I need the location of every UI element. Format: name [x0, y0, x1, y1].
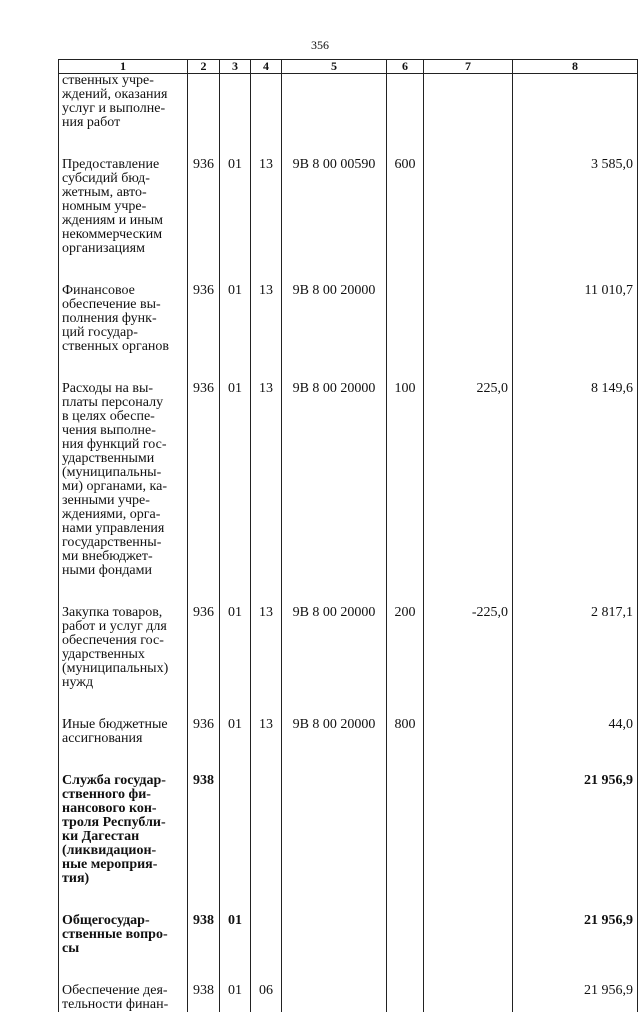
column-header-2: 2: [188, 60, 220, 74]
column-header-6: 6: [387, 60, 424, 74]
spacer-cell: [220, 578, 251, 606]
section-code: 01: [220, 158, 251, 256]
spacer-cell: [188, 746, 220, 774]
section-code: 01: [220, 382, 251, 578]
change-amount: [424, 158, 513, 256]
section-code: 01: [220, 914, 251, 956]
spacer-cell: [513, 956, 638, 984]
table-row: [59, 74, 638, 131]
spacer-cell: [251, 746, 282, 774]
spacer-cell: [59, 130, 188, 158]
change-amount: -225,0: [424, 606, 513, 690]
spacer-cell: [424, 354, 513, 382]
spacer-cell: [387, 886, 424, 914]
target-article: [282, 774, 387, 886]
target-article: [282, 74, 387, 131]
subsection-code: [251, 774, 282, 886]
row-name: Служба государ- ственного фи- нансового кон- троля Республи- ки Дагестан (ликвидацион- ные мероприя- тия): [59, 774, 188, 886]
table-row: [59, 984, 638, 1012]
row-spacer: [59, 886, 638, 914]
spacer-cell: [251, 130, 282, 158]
spacer-cell: [513, 746, 638, 774]
table-header: [59, 60, 638, 74]
total-amount: [513, 74, 638, 131]
page-number: 356: [0, 38, 640, 53]
spacer-cell: [188, 690, 220, 718]
spacer-cell: [424, 690, 513, 718]
ministry-code: [188, 74, 220, 131]
target-article: 9В 8 00 20000: [282, 718, 387, 746]
table-row: [59, 914, 638, 956]
section-code: 01: [220, 606, 251, 690]
row-spacer: [59, 578, 638, 606]
expense-type: [387, 774, 424, 886]
row-name: Предоставление субсидий бюд- жетным, авто- номным учре- ждениям и иным некоммерческим организациям: [59, 158, 188, 256]
subsection-code: 13: [251, 158, 282, 256]
table-body: [59, 74, 638, 1012]
table-row: [59, 158, 638, 256]
row-name: Обеспечение дея- тельности финан-: [59, 984, 188, 1012]
budget-table-wrap: [58, 59, 637, 905]
spacer-cell: [59, 256, 188, 284]
spacer-cell: [220, 354, 251, 382]
section-code: 01: [220, 984, 251, 1012]
column-header-3: 3: [220, 60, 251, 74]
target-article: 9В 8 00 20000: [282, 284, 387, 354]
expense-type: [387, 284, 424, 354]
row-name: Закупка товаров, работ и услуг для обеспечения гос- ударственных (муниципальных) нужд: [59, 606, 188, 690]
spacer-cell: [188, 578, 220, 606]
spacer-cell: [282, 130, 387, 158]
spacer-cell: [282, 956, 387, 984]
spacer-cell: [251, 354, 282, 382]
column-header-4: 4: [251, 60, 282, 74]
spacer-cell: [387, 690, 424, 718]
spacer-cell: [188, 130, 220, 158]
row-name: Общегосудар- ственные вопро- сы: [59, 914, 188, 956]
header-row: [59, 60, 638, 74]
ministry-code: 938: [188, 914, 220, 956]
row-name: Расходы на вы- платы персоналу в целях обеспе- чения выполне- ния функций гос- ударственными (муниципальны- ми) органами, ка- зенными учре- ждениями, орга- нами управления государственны- ми внебюджет- ными фондами: [59, 382, 188, 578]
table-row: [59, 774, 638, 886]
spacer-cell: [59, 746, 188, 774]
spacer-cell: [282, 690, 387, 718]
expense-type: 800: [387, 718, 424, 746]
ministry-code: 938: [188, 984, 220, 1012]
spacer-cell: [513, 690, 638, 718]
subsection-code: 13: [251, 284, 282, 354]
spacer-cell: [59, 956, 188, 984]
spacer-cell: [59, 886, 188, 914]
total-amount: 21 956,9: [513, 914, 638, 956]
subsection-code: 13: [251, 718, 282, 746]
spacer-cell: [220, 690, 251, 718]
column-header-8: 8: [513, 60, 638, 74]
spacer-cell: [387, 256, 424, 284]
spacer-cell: [424, 746, 513, 774]
ministry-code: 936: [188, 718, 220, 746]
spacer-cell: [387, 354, 424, 382]
subsection-code: 13: [251, 382, 282, 578]
spacer-cell: [387, 746, 424, 774]
expense-type: [387, 74, 424, 131]
total-amount: 8 149,6: [513, 382, 638, 578]
spacer-cell: [424, 578, 513, 606]
spacer-cell: [282, 578, 387, 606]
spacer-cell: [387, 130, 424, 158]
row-name: Иные бюджетные ассигнования: [59, 718, 188, 746]
change-amount: [424, 774, 513, 886]
change-amount: [424, 914, 513, 956]
ministry-code: 936: [188, 158, 220, 256]
expense-type: 600: [387, 158, 424, 256]
spacer-cell: [424, 886, 513, 914]
target-article: 9В 8 00 20000: [282, 382, 387, 578]
section-code: [220, 74, 251, 131]
spacer-cell: [188, 886, 220, 914]
budget-table: [58, 59, 638, 1012]
spacer-cell: [220, 256, 251, 284]
spacer-cell: [513, 130, 638, 158]
total-amount: 21 956,9: [513, 984, 638, 1012]
subsection-code: 13: [251, 606, 282, 690]
spacer-cell: [282, 886, 387, 914]
spacer-cell: [251, 256, 282, 284]
expense-type: [387, 914, 424, 956]
total-amount: 44,0: [513, 718, 638, 746]
column-header-1: 1: [59, 60, 188, 74]
expense-type: 200: [387, 606, 424, 690]
table-row: [59, 284, 638, 354]
subsection-code: 06: [251, 984, 282, 1012]
column-header-7: 7: [424, 60, 513, 74]
row-name: Финансовое обеспечение вы- полнения функ- ций государ- ственных органов: [59, 284, 188, 354]
spacer-cell: [513, 354, 638, 382]
change-amount: [424, 284, 513, 354]
ministry-code: 938: [188, 774, 220, 886]
spacer-cell: [513, 886, 638, 914]
row-spacer: [59, 256, 638, 284]
change-amount: [424, 74, 513, 131]
spacer-cell: [59, 690, 188, 718]
table-row: [59, 382, 638, 578]
table-row: [59, 606, 638, 690]
spacer-cell: [220, 886, 251, 914]
row-spacer: [59, 354, 638, 382]
column-header-5: 5: [282, 60, 387, 74]
target-article: 9В 8 00 20000: [282, 606, 387, 690]
target-article: 9В 8 00 00590: [282, 158, 387, 256]
spacer-cell: [59, 354, 188, 382]
spacer-cell: [424, 956, 513, 984]
spacer-cell: [251, 886, 282, 914]
spacer-cell: [424, 256, 513, 284]
spacer-cell: [251, 690, 282, 718]
target-article: [282, 914, 387, 956]
section-code: 01: [220, 284, 251, 354]
spacer-cell: [251, 578, 282, 606]
spacer-cell: [282, 256, 387, 284]
total-amount: 21 956,9: [513, 774, 638, 886]
section-code: [220, 774, 251, 886]
spacer-cell: [220, 130, 251, 158]
spacer-cell: [251, 956, 282, 984]
spacer-cell: [220, 956, 251, 984]
row-spacer: [59, 130, 638, 158]
target-article: [282, 984, 387, 1012]
spacer-cell: [220, 746, 251, 774]
ministry-code: 936: [188, 284, 220, 354]
spacer-cell: [188, 956, 220, 984]
spacer-cell: [387, 578, 424, 606]
ministry-code: 936: [188, 606, 220, 690]
spacer-cell: [282, 354, 387, 382]
change-amount: [424, 984, 513, 1012]
change-amount: 225,0: [424, 382, 513, 578]
change-amount: [424, 718, 513, 746]
spacer-cell: [188, 256, 220, 284]
ministry-code: 936: [188, 382, 220, 578]
row-name: ственных учре- ждений, оказания услуг и выполне- ния работ: [59, 74, 188, 131]
spacer-cell: [188, 354, 220, 382]
row-spacer: [59, 956, 638, 984]
expense-type: [387, 984, 424, 1012]
total-amount: 2 817,1: [513, 606, 638, 690]
spacer-cell: [59, 578, 188, 606]
subsection-code: [251, 914, 282, 956]
spacer-cell: [282, 746, 387, 774]
row-spacer: [59, 746, 638, 774]
spacer-cell: [387, 956, 424, 984]
spacer-cell: [424, 130, 513, 158]
total-amount: 3 585,0: [513, 158, 638, 256]
total-amount: 11 010,7: [513, 284, 638, 354]
row-spacer: [59, 690, 638, 718]
spacer-cell: [513, 256, 638, 284]
subsection-code: [251, 74, 282, 131]
table-row: [59, 718, 638, 746]
expense-type: 100: [387, 382, 424, 578]
section-code: 01: [220, 718, 251, 746]
spacer-cell: [513, 578, 638, 606]
